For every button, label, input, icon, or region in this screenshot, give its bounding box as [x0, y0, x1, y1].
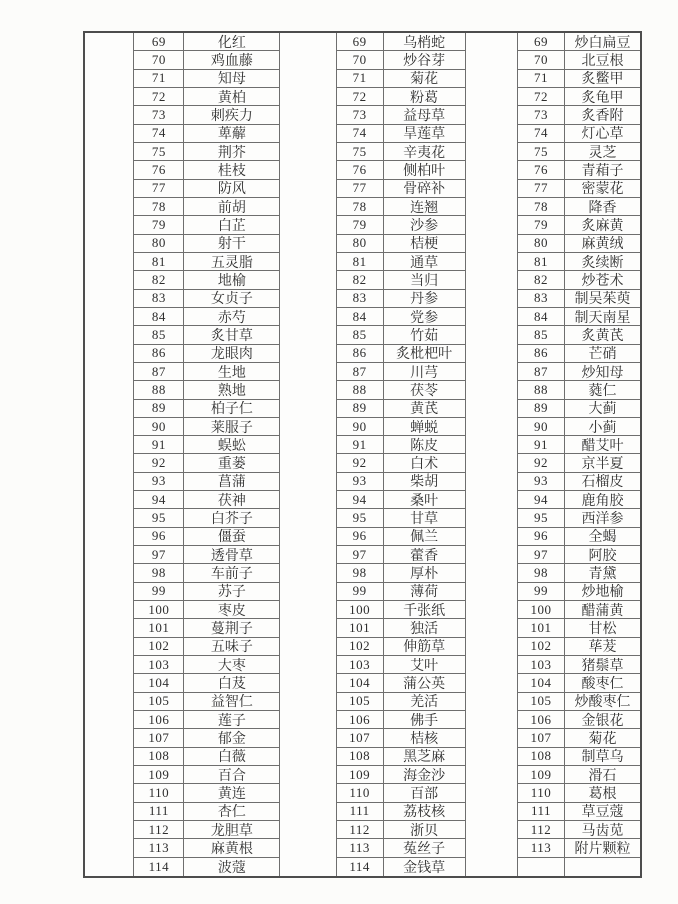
herb-name-cell: 莱服子: [184, 418, 279, 436]
row-number-cell: 72: [518, 88, 565, 106]
herb-name-cell: 炙麻黄: [565, 216, 640, 234]
row-number-cell: 101: [134, 619, 184, 637]
herb-name-cell: 桑叶: [384, 491, 465, 509]
herb-name-cell: 重蒌: [184, 454, 279, 472]
herb-name-cell: 炙枇杷叶: [384, 345, 465, 363]
herb-name-cell: 白芥子: [184, 509, 279, 527]
herb-name-cell: 海金沙: [384, 766, 465, 784]
row-number-cell: 73: [134, 106, 184, 124]
herb-name-cell: 酸枣仁: [565, 674, 640, 692]
herb-name-cell: 陈皮: [384, 436, 465, 454]
herb-name-cell: 炙黄芪: [565, 326, 640, 344]
row-number-cell: 83: [134, 290, 184, 308]
herb-name-cell: 鸡血藤: [184, 51, 279, 69]
herb-name-cell: 知母: [184, 70, 279, 88]
row-number-cell: 76: [518, 161, 565, 179]
herb-name-cell: 当归: [384, 271, 465, 289]
herb-name-cell: 乌梢蛇: [384, 33, 465, 51]
herb-name-cell: 醋蒲黄: [565, 601, 640, 619]
herb-name-cell: 滑石: [565, 766, 640, 784]
herb-name-cell: 艾叶: [384, 656, 465, 674]
row-number-cell: 90: [337, 418, 384, 436]
herb-name-cell: 灯心草: [565, 125, 640, 143]
row-number-cell: 99: [518, 583, 565, 601]
row-number-cell: 104: [337, 674, 384, 692]
row-number-cell: 83: [337, 290, 384, 308]
herb-name-cell: 甘草: [384, 509, 465, 527]
herb-name-cell: 制草乌: [565, 748, 640, 766]
herb-name-cell: 白芨: [184, 674, 279, 692]
herb-table-group-1: [134, 33, 279, 876]
herb-name-cell: 炙香附: [565, 106, 640, 124]
herb-name-cell: 鹿角胶: [565, 491, 640, 509]
herb-table-group-2: [337, 33, 465, 876]
herb-name-cell: 百部: [384, 784, 465, 802]
row-number-cell: 103: [518, 656, 565, 674]
herb-name-cell: 龙眼肉: [184, 345, 279, 363]
herb-table-group-3: [518, 33, 640, 876]
herb-name-cell: 菊花: [565, 729, 640, 747]
herb-name-cell: 降香: [565, 198, 640, 216]
row-number-cell: [518, 858, 565, 876]
herb-name-cell: 僵蚕: [184, 528, 279, 546]
row-number-cell: 76: [134, 161, 184, 179]
row-number-cell: 88: [518, 381, 565, 399]
row-number-cell: 81: [337, 253, 384, 271]
row-number-cell: 108: [518, 748, 565, 766]
herb-name-cell: 青黛: [565, 564, 640, 582]
row-number-cell: 98: [518, 564, 565, 582]
row-number-cell: 84: [337, 308, 384, 326]
row-number-cell: 70: [337, 51, 384, 69]
row-number-cell: 111: [134, 803, 184, 821]
row-number-cell: 113: [134, 839, 184, 857]
empty-middle-column-2: [465, 33, 518, 876]
herb-name-cell: 荜茇: [565, 638, 640, 656]
row-number-cell: 107: [337, 729, 384, 747]
row-number-cell: 95: [134, 509, 184, 527]
row-number-cell: 97: [134, 546, 184, 564]
herb-name-cell: 茯神: [184, 491, 279, 509]
herb-name-cell: 芒硝: [565, 345, 640, 363]
row-number-cell: 110: [337, 784, 384, 802]
herb-name-cell: 黄柏: [184, 88, 279, 106]
herb-name-cell: 草豆蔻: [565, 803, 640, 821]
herb-name-cell: 荆芥: [184, 143, 279, 161]
row-number-cell: 81: [134, 253, 184, 271]
herb-name-cell: 侧柏叶: [384, 161, 465, 179]
herb-name-cell: 百合: [184, 766, 279, 784]
row-number-cell: 106: [518, 711, 565, 729]
herb-name-cell: 麻黄根: [184, 839, 279, 857]
herb-name-cell: 黑芝麻: [384, 748, 465, 766]
herb-name-cell: 厚朴: [384, 564, 465, 582]
herb-name-cell: 通草: [384, 253, 465, 271]
row-number-cell: 93: [337, 473, 384, 491]
herb-name-cell: 马齿苋: [565, 821, 640, 839]
row-number-cell: 98: [337, 564, 384, 582]
row-number-cell: 75: [134, 143, 184, 161]
herb-name-cell: 金银花: [565, 711, 640, 729]
herb-name-cell: 五灵脂: [184, 253, 279, 271]
herb-name-cell: 茯苓: [384, 381, 465, 399]
row-number-cell: 95: [518, 509, 565, 527]
row-number-cell: 109: [337, 766, 384, 784]
herb-name-cell: 炒谷芽: [384, 51, 465, 69]
row-number-cell: 69: [134, 33, 184, 51]
herb-name-cell: 甘松: [565, 619, 640, 637]
row-number-cell: 85: [337, 326, 384, 344]
herb-name-cell: 炒知母: [565, 363, 640, 381]
row-number-cell: 112: [134, 821, 184, 839]
row-number-cell: 71: [337, 70, 384, 88]
herb-name-cell: 化红: [184, 33, 279, 51]
herb-name-cell: 炒苍术: [565, 271, 640, 289]
row-number-cell: 89: [337, 400, 384, 418]
row-number-cell: 74: [518, 125, 565, 143]
herb-name-cell: 连翘: [384, 198, 465, 216]
row-number-cell: 111: [337, 803, 384, 821]
herb-name-cell: 五味子: [184, 638, 279, 656]
row-number-cell: 77: [518, 180, 565, 198]
herb-name-cell: 杏仁: [184, 803, 279, 821]
herb-name-cell: 白芷: [184, 216, 279, 234]
herb-name-cell: 熟地: [184, 381, 279, 399]
row-number-cell: 78: [518, 198, 565, 216]
herb-name-cell: 阿胶: [565, 546, 640, 564]
herb-name-cell: 醋艾叶: [565, 436, 640, 454]
row-number-cell: 83: [518, 290, 565, 308]
herb-name-cell: 萆薢: [184, 125, 279, 143]
row-number-cell: 112: [337, 821, 384, 839]
row-number-cell: 92: [518, 454, 565, 472]
herb-name-cell: 菖蒲: [184, 473, 279, 491]
row-number-cell: 85: [134, 326, 184, 344]
herb-name-cell: [565, 858, 640, 876]
herb-name-cell: 伸筋草: [384, 638, 465, 656]
row-number-cell: 108: [337, 748, 384, 766]
row-number-cell: 84: [518, 308, 565, 326]
row-number-cell: 85: [518, 326, 565, 344]
row-number-cell: 72: [337, 88, 384, 106]
row-number-cell: 78: [134, 198, 184, 216]
herb-name-cell: 车前子: [184, 564, 279, 582]
herb-name-cell: 金钱草: [403, 860, 446, 876]
herb-name-cell: 前胡: [184, 198, 279, 216]
row-number-cell: 86: [518, 345, 565, 363]
herb-name-cell: 沙参: [384, 216, 465, 234]
row-number-cell: 100: [337, 601, 384, 619]
row-number-cell: 104: [134, 674, 184, 692]
herb-name-cell: 黄连: [184, 784, 279, 802]
herb-name-cell: 制吴茱萸: [565, 290, 640, 308]
herb-name-cell: 地榆: [184, 271, 279, 289]
herb-name-cell: 柴胡: [384, 473, 465, 491]
row-number-cell: 91: [134, 436, 184, 454]
row-number-cell: 79: [134, 216, 184, 234]
row-number-cell: 87: [337, 363, 384, 381]
herb-name-cell: 佛手: [384, 711, 465, 729]
row-number-cell: 99: [134, 583, 184, 601]
row-number-cell: 73: [337, 106, 384, 124]
row-number-cell: 74: [134, 125, 184, 143]
herb-name-cell: 蒲公英: [384, 674, 465, 692]
row-number-cell: 92: [337, 454, 384, 472]
row-number-cell: 104: [518, 674, 565, 692]
row-number-cell: 97: [337, 546, 384, 564]
herb-name-cell: 藿香: [384, 546, 465, 564]
row-number-cell: 114: [134, 858, 184, 876]
herb-name-cell: 川芎: [384, 363, 465, 381]
herb-name-cell: 竹茹: [384, 326, 465, 344]
row-number-cell: 100: [134, 601, 184, 619]
row-number-cell: 91: [518, 436, 565, 454]
herb-name-cell: 射干: [184, 235, 279, 253]
row-number-cell: 80: [518, 235, 565, 253]
row-number-cell: 101: [337, 619, 384, 637]
herb-name-cell: 蝉蜕: [384, 418, 465, 436]
herb-name-cell: 京半夏: [565, 454, 640, 472]
herb-name-cell: 桔核: [384, 729, 465, 747]
herb-name-cell: 炙甘草: [184, 326, 279, 344]
empty-left-column: [85, 33, 134, 876]
herb-name-cell: 白术: [384, 454, 465, 472]
row-number-cell: 87: [134, 363, 184, 381]
row-number-cell: 113: [518, 839, 565, 857]
herb-name-cell: 炒白扁豆: [565, 33, 640, 51]
row-number-cell: 108: [134, 748, 184, 766]
row-number-cell: 96: [337, 528, 384, 546]
row-number-cell: 101: [518, 619, 565, 637]
row-number-cell: 100: [518, 601, 565, 619]
herb-name-cell: 炒酸枣仁: [565, 693, 640, 711]
herb-name-cell: 附片颗粒: [565, 839, 640, 857]
row-number-cell: 92: [134, 454, 184, 472]
row-number-cell: 106: [337, 711, 384, 729]
row-number-cell: 94: [134, 491, 184, 509]
herb-name-cell: 丹参: [384, 290, 465, 308]
herb-name-cell: 佩兰: [384, 528, 465, 546]
row-number-cell: 80: [337, 235, 384, 253]
herb-name-cell: 大蓟: [565, 400, 640, 418]
herb-name-cell: 桂枝: [184, 161, 279, 179]
herb-name-cell: 猪鬃草: [565, 656, 640, 674]
herb-name-cell: 白薇: [184, 748, 279, 766]
row-number-cell: 82: [134, 271, 184, 289]
row-number-cell: 80: [134, 235, 184, 253]
herb-name-cell: 浙贝: [384, 821, 465, 839]
herb-name-cell: 蜈蚣: [184, 436, 279, 454]
row-number-cell: 69: [518, 33, 565, 51]
row-number-cell: 79: [518, 216, 565, 234]
row-number-cell: 86: [337, 345, 384, 363]
row-number-cell: 90: [134, 418, 184, 436]
herb-name-cell: 羌活: [384, 693, 465, 711]
row-number-cell: 110: [518, 784, 565, 802]
herb-name-cell: 密蒙花: [565, 180, 640, 198]
herb-name-cell: 赤芍: [184, 308, 279, 326]
row-number-cell: 94: [518, 491, 565, 509]
row-number-cell: 75: [337, 143, 384, 161]
herb-name-cell: 桔梗: [384, 235, 465, 253]
row-number-cell: 69: [337, 33, 384, 51]
row-number-cell: 99: [337, 583, 384, 601]
row-number-cell: 102: [337, 638, 384, 656]
herb-name-cell: 骨碎补: [384, 180, 465, 198]
row-number-cell: 90: [518, 418, 565, 436]
row-number-cell: 94: [337, 491, 384, 509]
herb-name-cell: 防风: [184, 180, 279, 198]
herb-name-cell: 青葙子: [565, 161, 640, 179]
row-number-cell: 77: [134, 180, 184, 198]
row-number-cell: 105: [134, 693, 184, 711]
row-number-cell: 105: [337, 693, 384, 711]
row-number-cell: 102: [134, 638, 184, 656]
row-number-cell: 96: [518, 528, 565, 546]
row-number-cell: 76: [337, 161, 384, 179]
row-number-cell: 88: [337, 381, 384, 399]
row-number-cell: 103: [134, 656, 184, 674]
row-number-cell: 91: [337, 436, 384, 454]
row-number-cell: 78: [337, 198, 384, 216]
row-number-cell: 73: [518, 106, 565, 124]
herb-list-table: [83, 31, 642, 878]
row-number-cell: 112: [518, 821, 565, 839]
row-number-cell: 107: [518, 729, 565, 747]
herb-name-cell: 黄芪: [384, 400, 465, 418]
herb-name-cell: 全蝎: [565, 528, 640, 546]
herb-name-cell: 女贞子: [184, 290, 279, 308]
row-number-cell: 111: [518, 803, 565, 821]
row-number-cell: 87: [518, 363, 565, 381]
row-number-cell: 113: [337, 839, 384, 857]
row-number-cell: 105: [518, 693, 565, 711]
herb-name-cell: 柏子仁: [184, 400, 279, 418]
row-number-cell: 106: [134, 711, 184, 729]
row-number-cell: 75: [518, 143, 565, 161]
row-number-cell: 89: [134, 400, 184, 418]
row-number-cell: 93: [134, 473, 184, 491]
row-number-cell: 71: [134, 70, 184, 88]
herb-name-cell: 郁金: [184, 729, 279, 747]
herb-name-cell: 菊花: [384, 70, 465, 88]
herb-name-cell: 枣皮: [184, 601, 279, 619]
herb-name-cell: 波蔻: [217, 860, 246, 876]
row-number-cell: 74: [337, 125, 384, 143]
herb-name-cell: 菟丝子: [384, 839, 465, 857]
herb-name-cell: 蕤仁: [565, 381, 640, 399]
herb-name-cell: 辛夷花: [384, 143, 465, 161]
herb-name-cell: 党参: [384, 308, 465, 326]
herb-name-cell: 粉葛: [384, 88, 465, 106]
herb-name-cell: 西洋参: [565, 509, 640, 527]
herb-name-cell: 透骨草: [184, 546, 279, 564]
row-number-cell: 107: [134, 729, 184, 747]
herb-name-cell: 旱莲草: [384, 125, 465, 143]
row-number-cell: 70: [134, 51, 184, 69]
row-number-cell: 96: [134, 528, 184, 546]
row-number-cell: 70: [518, 51, 565, 69]
herb-name-cell: 大枣: [184, 656, 279, 674]
herb-name-cell: 苏子: [184, 583, 279, 601]
herb-name-cell: 炒地榆: [565, 583, 640, 601]
herb-name-cell: 炙鳖甲: [565, 70, 640, 88]
herb-name-cell: 制天南星: [565, 308, 640, 326]
row-number-cell: 97: [518, 546, 565, 564]
herb-name-cell: 北豆根: [565, 51, 640, 69]
herb-name-cell: 炙龟甲: [565, 88, 640, 106]
herb-name-cell: 益智仁: [184, 693, 279, 711]
row-number-cell: 81: [518, 253, 565, 271]
herb-name-cell: 麻黄绒: [565, 235, 640, 253]
row-number-cell: 72: [134, 88, 184, 106]
row-number-cell: 109: [134, 766, 184, 784]
row-number-cell: 93: [518, 473, 565, 491]
herb-name-cell: 薄荷: [384, 583, 465, 601]
row-number-cell: 86: [134, 345, 184, 363]
row-number-cell: 88: [134, 381, 184, 399]
herb-name-cell: 蔓荆子: [184, 619, 279, 637]
herb-name-cell: 生地: [184, 363, 279, 381]
row-number-cell: 110: [134, 784, 184, 802]
herb-name-cell: 刺疾力: [184, 106, 279, 124]
row-number-cell: 79: [337, 216, 384, 234]
herb-name-cell: 千张纸: [384, 601, 465, 619]
herb-name-cell: 炙续断: [565, 253, 640, 271]
herb-name-cell: 龙胆草: [184, 821, 279, 839]
row-number-cell: 82: [518, 271, 565, 289]
row-number-cell: 109: [518, 766, 565, 784]
herb-name-cell: 小蓟: [565, 418, 640, 436]
row-number-cell: 82: [337, 271, 384, 289]
herb-name-cell: 灵芝: [565, 143, 640, 161]
row-number-cell: 98: [134, 564, 184, 582]
herb-name-cell: 莲子: [184, 711, 279, 729]
row-number-cell: 77: [337, 180, 384, 198]
row-number-cell: 71: [518, 70, 565, 88]
row-number-cell: 114: [337, 858, 384, 876]
empty-middle-column-1: [279, 33, 336, 876]
herb-name-cell: 益母草: [384, 106, 465, 124]
row-number-cell: 84: [134, 308, 184, 326]
herb-name-cell: 石榴皮: [565, 473, 640, 491]
herb-name-cell: 独活: [384, 619, 465, 637]
herb-name-cell: 葛根: [565, 784, 640, 802]
herb-name-cell: 荔枝核: [384, 803, 465, 821]
row-number-cell: 103: [337, 656, 384, 674]
row-number-cell: 102: [518, 638, 565, 656]
row-number-cell: 95: [337, 509, 384, 527]
row-number-cell: 89: [518, 400, 565, 418]
